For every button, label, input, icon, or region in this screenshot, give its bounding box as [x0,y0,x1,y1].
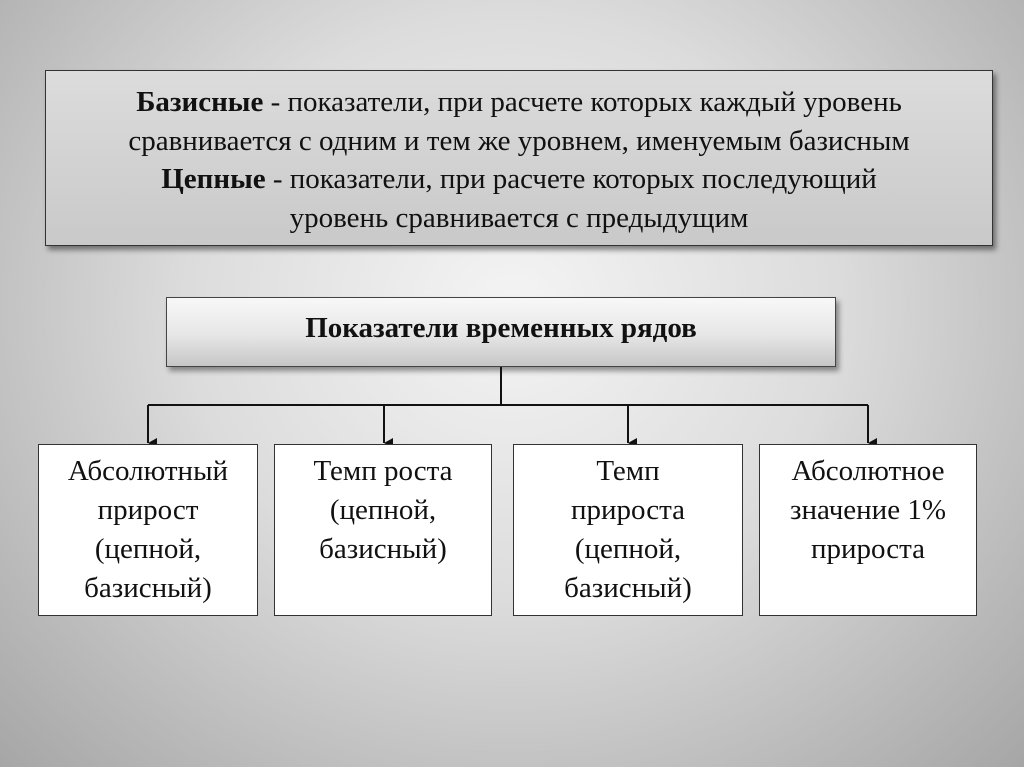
leaf-line: базисный) [564,572,692,604]
leaf-line: прирост [97,494,199,526]
leaf-line: Абсолютный [67,455,229,487]
leaf-line: Темп роста [313,455,453,487]
leaf-line: Абсолютное [791,455,945,487]
leaf-line: значение 1% [790,494,946,526]
leaf-line: (цепной, [574,533,682,565]
chain-term: Цепные [161,163,266,195]
leaf-growth-rate [274,444,492,616]
root-node-label: Показатели временных рядов [305,311,697,344]
leaf-line: (цепной, [329,494,437,526]
basis-term: Базисные [136,86,264,118]
chain-text-line-1: - показатели, при расчете которых последующий [265,163,877,195]
leaf-one-percent-value [759,444,977,616]
basis-text-line-1: - показатели, при расчете которых каждый уровень [263,86,902,118]
leaf-line: Темп [596,455,660,487]
basis-text-line-2: сравнивается с одним и тем же уровнем, именуемым базисным [128,124,910,157]
leaf-increase-rate [513,444,743,616]
leaf-line: прироста [810,533,926,565]
leaf-line: (цепной, [94,533,202,565]
chain-text-line-2: уровень сравнивается с предыдущим [289,201,749,234]
leaf-line: прироста [570,494,686,526]
leaf-absolute-increase [38,444,258,616]
leaf-line: базисный) [319,533,447,565]
leaf-line: базисный) [84,572,212,604]
